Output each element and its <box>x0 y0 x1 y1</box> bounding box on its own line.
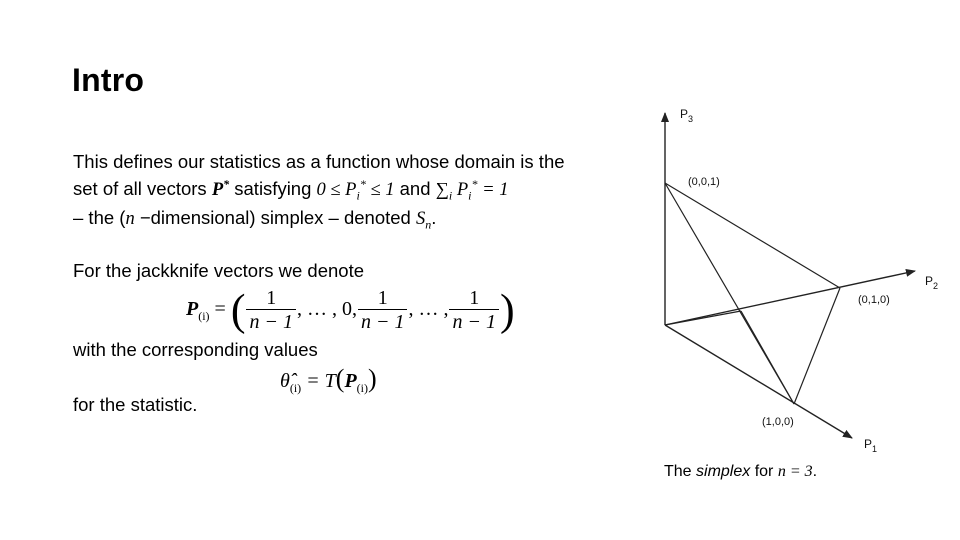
simplex-edge-2-1 <box>794 288 840 404</box>
para1-line3-text-b: −dimensional) simplex – denoted <box>134 207 416 228</box>
theta-equation <box>280 364 377 394</box>
and-text: and <box>394 178 436 199</box>
caption-emphasis: simplex <box>696 463 751 480</box>
condition-1-bound: ≤ 1 <box>365 180 395 200</box>
jackknife-vector-equation <box>186 287 515 334</box>
para1-line2-text: set of all vectors <box>73 178 212 199</box>
theta-hat: θ̂ <box>280 370 290 392</box>
star-superscript: * <box>223 176 230 191</box>
caption-math: n = 3 <box>777 463 813 480</box>
para2-line3: for the statistic. <box>73 394 198 415</box>
simplex-figure <box>645 100 950 460</box>
fraction-3-denominator: n − 1 <box>449 309 499 334</box>
condition-1-text: 0 ≤ P <box>316 180 357 200</box>
fraction-2 <box>358 287 408 334</box>
vector-p: P <box>211 180 224 200</box>
condition-2 <box>435 176 509 203</box>
p1-label: $P_1$ <box>864 437 878 454</box>
p2-label: $P_2$ <box>925 274 939 291</box>
satisfying-text: satisfying <box>229 178 317 199</box>
condition-2-p: P <box>452 180 469 200</box>
math-n: n <box>125 209 135 229</box>
para1-line3-text-a: – the ( <box>73 207 126 228</box>
vertex-100-label: (1,0,0) <box>762 416 794 428</box>
fraction-2-numerator: 1 <box>377 287 388 309</box>
inner-line-b <box>741 311 794 404</box>
theta-arg-p: P <box>344 370 357 392</box>
para1-line3 <box>73 207 436 230</box>
math-s-sub: n <box>425 217 432 232</box>
figure-caption <box>664 463 817 481</box>
caption-mid: for <box>750 463 778 480</box>
theta-right-paren: ) <box>368 364 377 393</box>
theta-sub: (i) <box>289 381 302 395</box>
eq-equals: = <box>214 298 226 321</box>
right-paren: ) <box>499 285 515 335</box>
slide-title: Intro <box>72 62 145 98</box>
condition-1 <box>316 176 395 203</box>
sum-sub: i <box>448 188 453 203</box>
eq-dots-1: , … , 0, <box>296 298 357 321</box>
inner-line-a <box>665 311 741 325</box>
caption-suffix: . <box>812 463 818 480</box>
simplex-edge-3-2 <box>665 183 840 288</box>
math-s: S <box>415 209 426 229</box>
theta-left-paren: ( <box>335 364 345 393</box>
condition-2-sub: i <box>468 188 472 203</box>
eq-dots-2: , … , <box>408 298 449 321</box>
sum-symbol: ∑ <box>435 180 449 200</box>
fraction-1-denominator: n − 1 <box>246 309 296 334</box>
vector-p-star <box>211 176 230 200</box>
para1-line1: This defines our statistics as a function whose domain is the <box>73 151 565 172</box>
eq-lhs-p: P <box>186 298 199 321</box>
fraction-2-denominator: n − 1 <box>358 309 408 334</box>
condition-2-sup: * <box>471 176 478 191</box>
condition-1-sub: i <box>356 188 360 203</box>
vertex-001-label: (0,0,1) <box>688 176 720 188</box>
para1-line2 <box>73 178 508 201</box>
caption-prefix: The <box>664 463 697 480</box>
eq-lhs-sub: (i) <box>198 309 210 324</box>
left-paren: ( <box>230 285 246 335</box>
fraction-3 <box>449 287 499 334</box>
para2-line2: with the corresponding values <box>73 339 318 360</box>
theta-arg-sub: (i) <box>356 381 368 395</box>
para2-line1: For the jackknife vectors we denote <box>73 260 365 281</box>
theta-eq-t: = T <box>301 370 336 392</box>
vertex-010-label: (0,1,0) <box>858 294 890 306</box>
condition-2-value: = 1 <box>477 180 509 200</box>
fraction-1-numerator: 1 <box>266 287 277 309</box>
fraction-3-numerator: 1 <box>469 287 480 309</box>
condition-1-sup: * <box>359 176 366 191</box>
p3-label: $P_3$ <box>680 107 694 124</box>
period: . <box>431 207 437 228</box>
fraction-1 <box>246 287 296 334</box>
